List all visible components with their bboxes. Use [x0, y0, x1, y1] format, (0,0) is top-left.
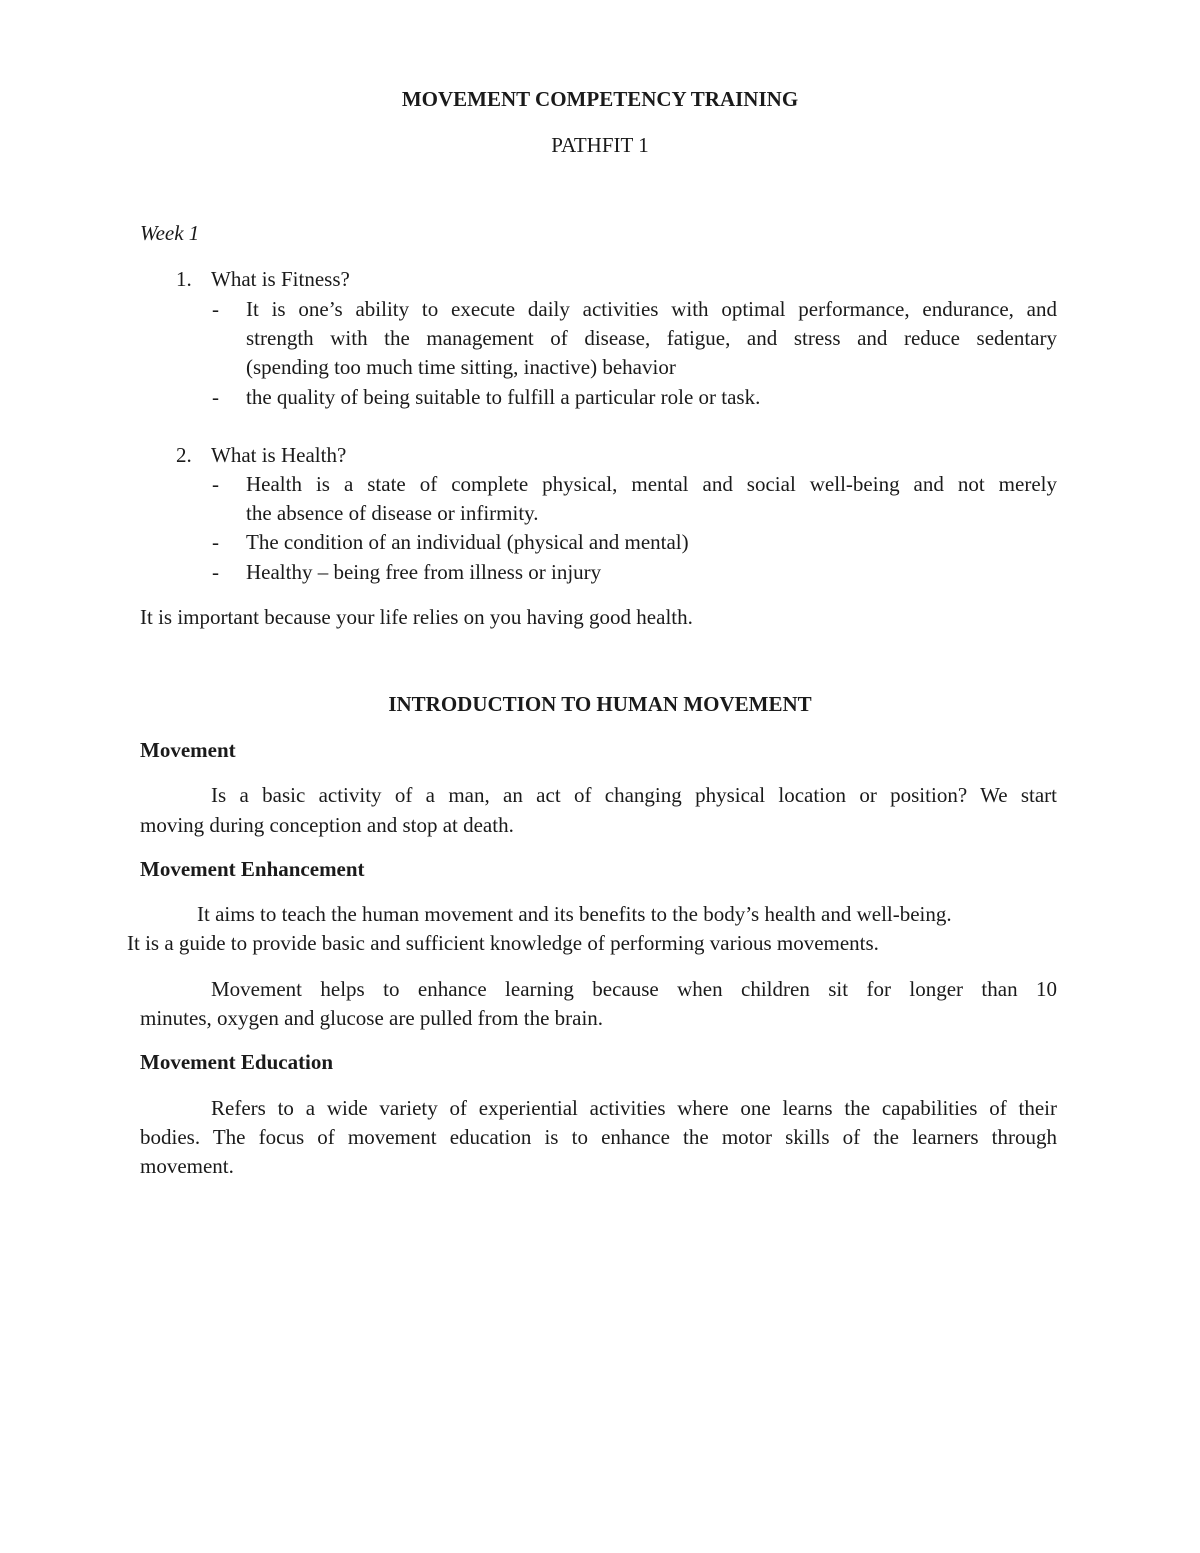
fitness-definition-line: (spending too much time sitting, inactive) behavior — [246, 355, 676, 379]
education-paragraph-line: bodies. The focus of movement education is to enhance the motor skills of the learners through — [140, 1125, 1057, 1149]
enhancement-paragraph-line: It is a guide to provide basic and sufficient knowledge of performing various movements. — [127, 931, 879, 955]
movement-paragraph-line: moving during conception and stop at death. — [140, 813, 514, 837]
document-subtitle: PATHFIT 1 — [551, 133, 649, 157]
bullet-dash: - — [212, 297, 219, 321]
question-health: What is Health? — [211, 443, 347, 467]
bullet-dash: - — [212, 530, 219, 554]
week-label: Week 1 — [140, 221, 200, 245]
question-number: 1. — [176, 267, 192, 291]
bullet-dash: - — [212, 472, 219, 496]
bullet-dash: - — [212, 560, 219, 584]
importance-statement: It is important because your life relies on you having good health. — [140, 605, 693, 629]
health-definition-line: The condition of an individual (physical and mental) — [246, 530, 689, 554]
enhancement-paragraph-line: It aims to teach the human movement and its benefits to the body’s health and well-being. — [197, 902, 952, 926]
bullet-dash: - — [212, 385, 219, 409]
document-title: MOVEMENT COMPETENCY TRAINING — [401, 87, 799, 111]
enhancement-paragraph-line: minutes, oxygen and glucose are pulled from the brain. — [140, 1006, 604, 1030]
education-paragraph-line: movement. — [140, 1154, 234, 1178]
health-definition-line: Healthy – being free from illness or injury — [246, 560, 602, 584]
movement-education-heading: Movement Education — [140, 1050, 334, 1074]
movement-heading: Movement — [140, 738, 236, 762]
health-definition-line: Health is a state of complete physical, mental and social well-being and not merely — [246, 472, 1057, 496]
movement-paragraph-line: Is a basic activity of a man, an act of changing physical location or position? We start — [211, 783, 1057, 807]
education-paragraph-line: Refers to a wide variety of experiential activities where one learns the capabilities of their — [211, 1096, 1057, 1120]
fitness-definition-line: the quality of being suitable to fulfill a particular role or task. — [246, 385, 761, 409]
question-fitness: What is Fitness? — [211, 267, 350, 291]
movement-enhancement-heading: Movement Enhancement — [140, 857, 365, 881]
fitness-definition-line: It is one’s ability to execute daily activities with optimal performance, endurance, and — [246, 297, 1057, 321]
section-title: INTRODUCTION TO HUMAN MOVEMENT — [388, 692, 812, 716]
fitness-definition-line: strength with the management of disease, fatigue, and stress and reduce sedentary — [246, 326, 1057, 350]
enhancement-paragraph-line: Movement helps to enhance learning because when children sit for longer than 10 — [211, 977, 1057, 1001]
question-number: 2. — [176, 443, 192, 467]
health-definition-line: the absence of disease or infirmity. — [246, 501, 539, 525]
